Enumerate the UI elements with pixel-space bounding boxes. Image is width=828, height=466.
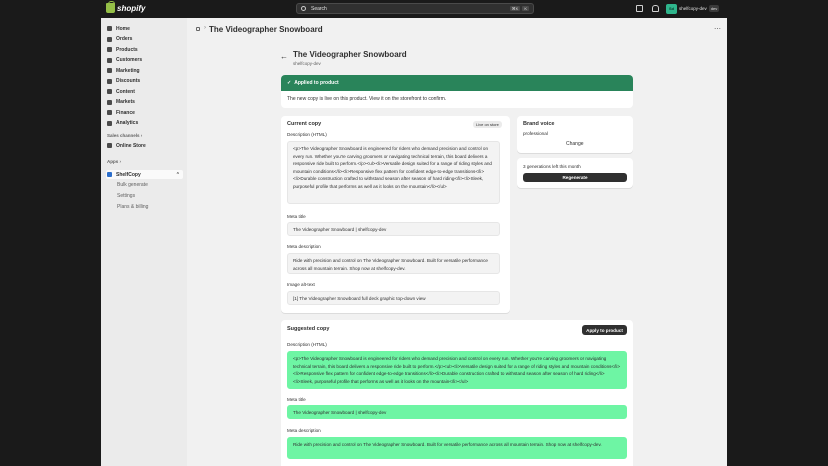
description-label: Description (HTML) — [287, 342, 327, 347]
store-badge: dev — [710, 6, 718, 11]
app-header-icon — [196, 27, 200, 31]
globe-icon — [107, 100, 112, 105]
sidebar-item-orders[interactable] — [107, 35, 184, 44]
store-name: shelfcopy-dev — [679, 6, 707, 11]
sidebar-subitem-plans-billing[interactable]: Plans & billing — [117, 204, 149, 210]
meta-title-label: Meta title — [287, 397, 306, 402]
sidebar-item-home[interactable] — [107, 24, 184, 33]
check-circle-icon: ✓ — [287, 80, 292, 86]
apps-heading[interactable]: Apps › — [107, 159, 121, 164]
current-meta-title-field: The Videographer Snowboard | shelfcopy-dev — [287, 222, 500, 236]
orders-icon — [107, 37, 112, 42]
store-menu[interactable] — [666, 3, 719, 14]
tag-icon — [107, 47, 112, 52]
sidebar-item-label: Online Store — [116, 142, 146, 149]
store-icon — [107, 143, 112, 148]
app-icon — [107, 172, 112, 177]
meta-title-label: Meta title — [287, 214, 306, 219]
search-icon — [301, 6, 306, 11]
sidebar-item-label: Orders — [116, 36, 133, 42]
sidebar-item-label: ShelfCopy — [116, 171, 141, 178]
generations-card — [517, 158, 633, 188]
bell-icon[interactable] — [652, 5, 659, 12]
sidebar-item-label: Analytics — [116, 120, 139, 126]
apply-to-product-button[interactable]: Apply to product — [582, 325, 627, 335]
meta-description-label: Meta description — [287, 428, 321, 433]
status-badge: Live on store — [473, 121, 502, 128]
sidebar-item-label: Customers — [116, 57, 143, 63]
sidebar-item-finance[interactable] — [107, 108, 184, 117]
sidebar-item-customers[interactable] — [107, 56, 184, 65]
app-header-title: The Videographer Snowboard — [209, 25, 323, 34]
suggested-meta-title-field: The Videographer Snowboard | shelfcopy-dev — [287, 405, 627, 419]
top-bar — [0, 0, 828, 18]
banner-title: Applied to product — [294, 80, 339, 86]
sidebar-item-label: Content — [116, 88, 135, 95]
suggested-copy-card — [281, 320, 633, 466]
sidebar-item-label: Products — [116, 46, 138, 53]
avatar: Sd — [666, 4, 677, 14]
sidebar-item-analytics[interactable] — [107, 119, 184, 128]
more-icon[interactable]: ⋯ — [714, 26, 721, 33]
page-title: The Videographer Snowboard — [293, 50, 407, 59]
sidebar-item-online-store[interactable] — [107, 141, 184, 150]
home-icon — [107, 26, 112, 31]
suggested-copy-title: Suggested copy — [287, 326, 330, 332]
suggested-meta-description-field: Ride with precision and control on The Videographer Snowboard. Built for versatile performance across all mountain terrain. Shop now at shelfcopy-dev. — [287, 437, 627, 459]
app-header — [187, 18, 727, 40]
sidebar-item-discounts[interactable] — [107, 77, 184, 86]
sidebar-item-label: Markets — [116, 99, 135, 105]
sidebar-subitem-settings[interactable]: Settings — [117, 193, 136, 199]
current-description-field: <p>The Videographer Snowboard is engineered for riders who demand precision and control on every run. Whether you're carving groomers or navigating technical terrain, this board delivers a responsive ride built to perform.</p><ul><li>Versatile design suited for a range of riding styles and mountain conditions</li><li>Responsive flex pattern for confident edge-to-edge transitions</li><li>Durable construction crafted to withstand season after season of hard riding</li><li>Sleek, purposeful profile that performs as well as it looks on the mountain</li></ul> — [287, 141, 500, 204]
bank-icon — [107, 110, 112, 115]
chart-icon — [107, 121, 112, 126]
breadcrumb-separator: › — [204, 25, 206, 31]
sidebar-item-label: Home — [116, 25, 130, 32]
sidebar-item-products[interactable] — [107, 45, 184, 54]
target-icon — [107, 68, 112, 73]
regenerate-button[interactable]: Regenerate — [523, 173, 627, 182]
sidebar-subitem-bulk-generate[interactable]: Bulk generate — [117, 182, 148, 188]
sidebar-item-shelfcopy[interactable] — [106, 170, 183, 179]
suggested-description-field: <p>The Videographer Snowboard is engineered for riders who demand precision and control on every run. Whether you're carving groomers or navigating technical terrain, this board delivers a responsive ride built to perform.</p><ul><li>Versatile design suited for a range of riding styles and mountain conditions</li><li>Responsive flex pattern for confident edge-to-edge transitions</li><li>Durable construction crafted to withstand season after season of hard riding</li><li>Sleek, purposeful profile that performs as well as it looks on the mountain</li></ul> — [287, 351, 627, 389]
search-placeholder: Search — [311, 5, 327, 12]
current-copy-title: Current copy — [287, 121, 322, 127]
person-icon — [107, 58, 112, 63]
pin-icon[interactable]: ⌃ — [175, 171, 180, 178]
change-button[interactable]: Change — [566, 141, 584, 147]
sidebar-item-label: Discounts — [116, 78, 141, 84]
description-label: Description (HTML) — [287, 132, 327, 137]
discount-icon — [107, 79, 112, 84]
shortcut-key: ⌘K — [511, 6, 519, 11]
shopify-bag-icon — [106, 3, 115, 13]
shopify-logo[interactable] — [106, 3, 145, 13]
banner-header — [281, 75, 633, 91]
inbox-icon[interactable] — [636, 5, 643, 12]
sidebar-item-content[interactable] — [107, 87, 184, 96]
shortcut-key: K — [524, 6, 527, 11]
alt-text-label: Image alt-text — [287, 282, 315, 287]
generations-remaining: 3 generations left this month — [523, 164, 581, 169]
sales-channels-label: Sales channels — [107, 133, 140, 138]
brand-voice-value: professional — [523, 131, 548, 136]
keyboard-shortcut — [510, 6, 529, 11]
sidebar-item-label: Finance — [116, 109, 135, 116]
main-content — [187, 18, 727, 466]
content-icon — [107, 89, 112, 94]
meta-description-label: Meta description — [287, 244, 321, 249]
search-input[interactable] — [296, 3, 534, 14]
current-alt-text-field: [1] The Videographer Snowboard full deck graphic top-down view — [287, 291, 500, 305]
brand-voice-title: Brand voice — [523, 121, 555, 127]
sales-channels-heading[interactable]: Sales channels › — [107, 133, 143, 138]
sidebar-item-marketing[interactable] — [107, 66, 184, 75]
current-meta-description-field: Ride with precision and control on The Videographer Snowboard. Built for versatile performance across all mountain terrain. Shop now at shelfcopy-dev. — [287, 253, 500, 274]
brand-name: shopify — [117, 3, 146, 13]
back-arrow-icon[interactable]: ← — [280, 52, 288, 61]
success-banner — [281, 75, 633, 108]
sidebar-item-markets[interactable] — [107, 98, 184, 107]
sidebar-item-label: Marketing — [116, 67, 140, 74]
sidebar — [101, 18, 187, 466]
page-subtitle: shelfcopy-dev — [293, 61, 321, 66]
brand-voice-card — [517, 116, 633, 153]
apps-label: Apps — [107, 159, 119, 164]
banner-body: The new copy is live on this product. View it on the storefront to confirm. — [287, 96, 447, 102]
current-copy-card — [281, 116, 510, 313]
